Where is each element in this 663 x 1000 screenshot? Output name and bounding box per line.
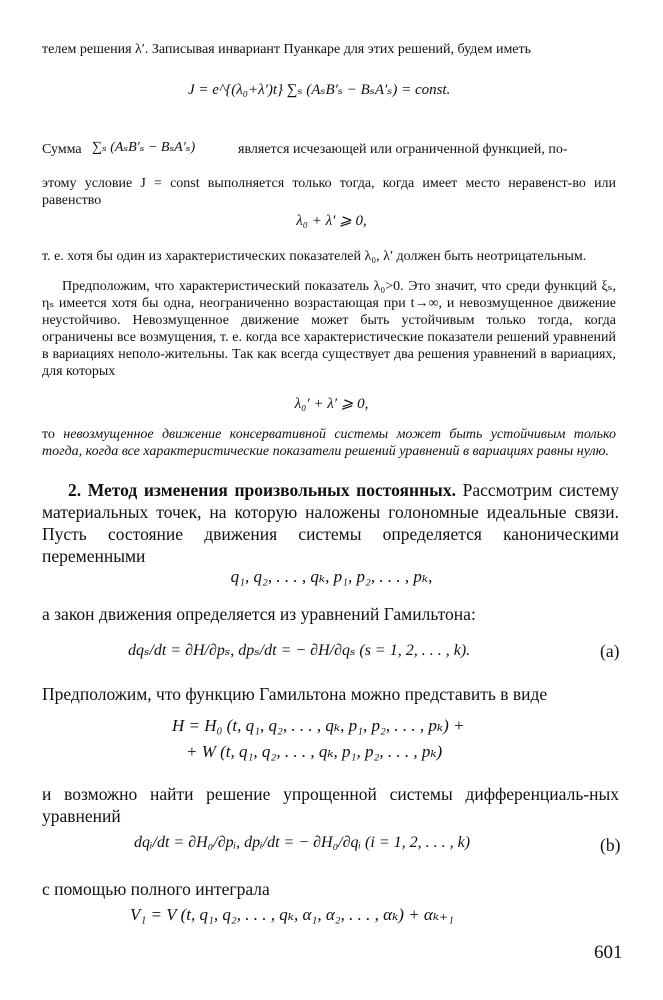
- paragraph-9: и возможно найти решение упрощенной системы дифференциаль-ных уравнений: [42, 784, 619, 826]
- formula-simplified-system: dqᵢ/dt = ∂H₀/∂pᵢ, dpᵢ/dt = − ∂H₀/∂qᵢ (i = 1, 2, . . . , k): [134, 834, 471, 851]
- formula-hamilton-equations: dqₛ/dt = ∂H/∂pₛ, dpₛ/dt = − ∂H/∂qₛ (s = 1, 2, . . . , k).: [128, 642, 471, 659]
- paragraph-2-start: Сумма: [42, 142, 82, 157]
- paragraph-7: а закон движения определяется из уравнений Гамильтона:: [42, 604, 476, 624]
- paragraph-10: с помощью полного интеграла: [42, 879, 270, 899]
- formula-inequality-1: λ₀ + λ′ ⩾ 0,: [296, 213, 367, 229]
- paragraph-5-lead: то: [42, 427, 55, 442]
- paragraph-5-conclusion: невозмущенное движение консервативной системы может быть устойчивым только тогда, когда все характеристические показатели решений уравнений в вариациях равны нулю.: [42, 427, 617, 459]
- paragraph-3: т. е. хотя бы один из характеристических показателей λ₀, λ′ должен быть неотрицательным.: [42, 249, 587, 264]
- formula-inline-sum: ∑ₛ (AₛB′ₛ − BₛA′ₛ): [92, 140, 196, 155]
- formula-hamiltonian-line-1: H = H₀ (t, q₁, q₂, . . . , qₖ, p₁, p₂, . . . , pₖ) +: [172, 716, 465, 735]
- equation-tag-a: (a): [600, 641, 620, 661]
- paragraph-8: Предположим, что функцию Гамильтона можно представить в виде: [42, 684, 548, 704]
- section-2-heading: 2. Метод изменения произвольных постоянных.: [68, 480, 456, 500]
- formula-inequality-2: λ₀′ + λ′ ⩾ 0,: [294, 396, 369, 412]
- page-number: 601: [594, 942, 623, 963]
- paragraph-1: телем решения λ′. Записывая инвариант Пуанкаре для этих решений, будем иметь: [42, 42, 532, 57]
- equation-tag-b: (b): [600, 835, 621, 855]
- formula-complete-integral: V₁ = V (t, q₁, q₂, . . . , qₖ, α₁, α₂, . . . , αₖ) + αₖ₊₁: [130, 905, 454, 924]
- formula-canonical-variables: q₁, q₂, . . . , qₖ, p₁, p₂, . . . , pₖ,: [230, 567, 433, 586]
- section-2: [42, 479, 619, 567]
- paragraph-5: [42, 426, 616, 460]
- paragraph-2-end: этому условие J = const выполняется только тогда, когда имеет место неравенст-во или равенство: [42, 176, 616, 208]
- section-2-text: Рассмотрим систему материальных точек, на которую наложены голономные идеальные связи. Пусть состояние движения системы определяется каноническими переменными: [42, 480, 620, 566]
- formula-hamiltonian-line-2: + W (t, q₁, q₂, . . . , qₖ, p₁, p₂, . . . , pₖ): [186, 742, 443, 761]
- formula-poincare-invariant: J = e^{(λ₀+λ′)t} ∑ₛ (AₛB′ₛ − BₛA′ₛ) = const.: [188, 82, 451, 98]
- paragraph-4: Предположим, что характеристический показатель λ₀>0. Это значит, что среди функций ξₛ, ηₛ имеется хотя бы одна, неограниченно возрастающая при t→∞, и невозмущенное движение неустойчиво. Невозмущенное движение может быть устойчивым только тогда, когда ограничены все возмущения, т. е. когда все характеристические показатели решений уравнений в вариациях неполо-жительны. Так как всегда существует два решения уравнений в вариациях, для которых: [42, 279, 616, 379]
- paragraph-2-cont: является исчезающей или ограниченной функцией, по-: [238, 142, 568, 157]
